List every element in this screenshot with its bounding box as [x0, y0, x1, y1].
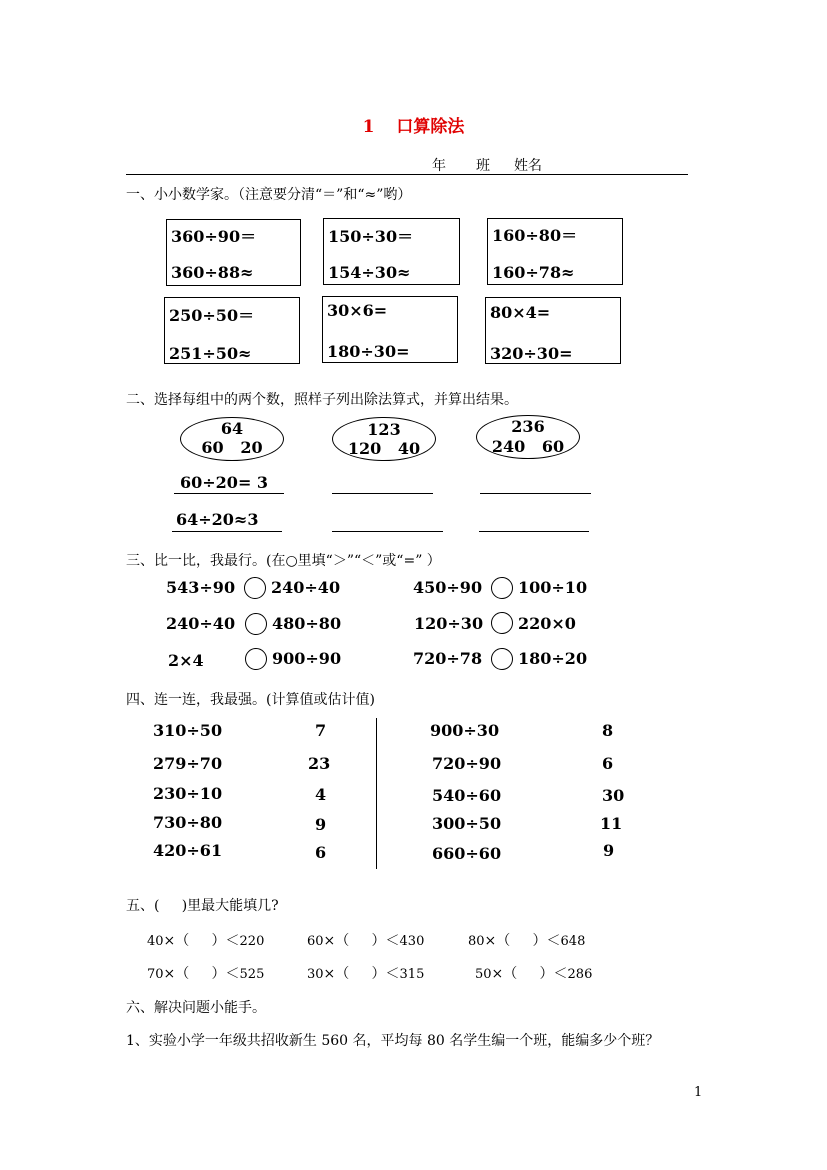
s5-item-4-times: ×（ ）＜: [163, 966, 240, 982]
s1-box-6-eq: 80×4=: [490, 303, 551, 322]
class-blank[interactable]: [448, 158, 476, 175]
s4-right-expr-2[interactable]: 720÷90: [432, 754, 502, 773]
s6-question-1: 1、实验小学一年级共招收新生 560 名，平均每 80 名学生编一个班，能编多少个班？: [126, 1033, 660, 1049]
s4-right-expr-5[interactable]: 660÷60: [432, 844, 502, 863]
s5-item-4[interactable]: [147, 963, 264, 983]
s2-group-3: [476, 415, 580, 459]
year-label: 年: [432, 158, 446, 174]
s2-answer-line-6[interactable]: [479, 531, 589, 532]
s5-item-3-limit: 648: [560, 934, 586, 949]
s3-r1-left1: 543÷90: [166, 578, 236, 597]
s5-item-5-times: ×（ ）＜: [323, 966, 400, 982]
s4-left-value-4[interactable]: 9: [315, 815, 327, 834]
s4-divider: [376, 718, 377, 869]
class-label: 班: [476, 158, 490, 174]
s5-item-2[interactable]: [307, 930, 424, 950]
section3-heading: 三、比一比，我最行。(在○里填“＞”“＜”或“=” ）: [126, 553, 441, 569]
s5-item-1[interactable]: [147, 930, 264, 950]
s1-box-2: [323, 218, 460, 285]
s3-r3-left2: 720÷78: [413, 649, 483, 668]
s3-r2-circle2[interactable]: [491, 612, 513, 634]
s3-r2-right1: 480÷80: [272, 614, 342, 633]
s4-right-value-1[interactable]: 8: [602, 721, 614, 740]
s5-item-4-multiplier: 70: [147, 967, 164, 982]
s3-r3-circle2[interactable]: [491, 648, 513, 670]
s5-item-5-limit: 315: [399, 967, 425, 982]
s2-example-2: 64÷20≈3: [176, 510, 259, 529]
s5-item-3[interactable]: [468, 930, 585, 950]
s2-group-1: [180, 417, 284, 461]
page-number: 1: [694, 1085, 703, 1100]
s3-r3-circle1[interactable]: [245, 648, 267, 670]
s2-example-1: 60÷20= 3: [180, 473, 269, 492]
s5-item-2-multiplier: 60: [307, 934, 324, 949]
s2-group-1-top: 64: [220, 419, 244, 438]
s1-box-6: [485, 297, 621, 364]
section5-heading: 五、( )里最大能填几?: [126, 898, 279, 914]
s5-item-4-limit: 525: [239, 967, 265, 982]
s1-box-5-eq: 30×6=: [327, 301, 388, 320]
s4-left-expr-3[interactable]: 230÷10: [153, 784, 223, 803]
s5-item-3-multiplier: 80: [468, 934, 485, 949]
s2-answer-line-3[interactable]: [480, 493, 591, 494]
s1-box-3: [487, 218, 623, 285]
s5-item-1-times: ×（ ）＜: [163, 933, 240, 949]
s3-r2-left2: 120÷30: [414, 614, 484, 633]
s5-item-6-multiplier: 50: [475, 967, 492, 982]
s4-right-value-4[interactable]: 11: [600, 814, 623, 833]
s4-right-value-5[interactable]: 9: [603, 841, 615, 860]
s2-line-4: [172, 531, 282, 532]
s2-group-2-bottom: 120 40: [347, 439, 421, 458]
s1-box-4: [164, 297, 300, 364]
s4-right-expr-3[interactable]: 540÷60: [432, 786, 502, 805]
s4-left-expr-4[interactable]: 730÷80: [153, 813, 223, 832]
s4-left-value-2[interactable]: 23: [308, 754, 331, 773]
section2-heading: 二、选择每组中的两个数，照样子列出除法算式，并算出结果。: [126, 392, 518, 408]
s1-box-5: [322, 296, 458, 363]
s2-group-1-bottom: 60 20: [201, 438, 263, 457]
name-blank[interactable]: [542, 158, 610, 175]
s1-box-1-approx: 360÷88≈: [171, 263, 254, 282]
page-title: [0, 112, 827, 137]
s1-box-6-approx: 320÷30=: [490, 344, 573, 363]
s1-box-3-approx: 160÷78≈: [492, 263, 575, 282]
s5-item-6[interactable]: [475, 963, 592, 983]
section1-heading: 一、小小数学家。（注意要分清“＝”和“≈”哟）: [126, 187, 412, 203]
s3-r2-circle1[interactable]: [245, 613, 267, 635]
year-blank[interactable]: [398, 158, 432, 175]
s1-box-4-eq: 250÷50＝: [169, 306, 255, 325]
s5-item-1-limit: 220: [239, 934, 265, 949]
s4-left-value-1[interactable]: 7: [315, 721, 327, 740]
s3-r1-left2: 450÷90: [413, 578, 483, 597]
s3-r2-left1: 240÷40: [166, 614, 236, 633]
s5-item-6-times: ×（ ）＜: [491, 966, 568, 982]
section4-heading: 四、连一连，我最强。(计算值或估计值): [126, 692, 375, 708]
s2-group-2-top: 123: [367, 420, 401, 439]
s3-r3-right1: 900÷90: [272, 649, 342, 668]
s5-item-2-limit: 430: [399, 934, 425, 949]
s1-box-4-approx: 251÷50≈: [169, 344, 252, 363]
s1-box-3-eq: 160÷80＝: [492, 226, 578, 245]
s5-item-6-limit: 286: [567, 967, 593, 982]
s5-item-5-multiplier: 30: [307, 967, 324, 982]
s1-box-2-eq: 150÷30＝: [328, 227, 414, 246]
name-label: 姓名: [514, 158, 542, 174]
s4-left-expr-2[interactable]: 279÷70: [153, 754, 223, 773]
s2-group-3-top: 236: [511, 417, 545, 436]
s2-answer-line-2[interactable]: [332, 493, 433, 494]
s4-right-expr-4[interactable]: 300÷50: [432, 814, 502, 833]
s1-box-1-eq: 360÷90＝: [171, 227, 257, 246]
s2-answer-line-5[interactable]: [332, 531, 443, 532]
title-number: 1: [362, 117, 375, 137]
header-rule: [126, 174, 688, 175]
s4-right-value-2[interactable]: 6: [602, 754, 614, 773]
section6-heading: 六、解决问题小能手。: [126, 1000, 266, 1016]
s5-item-1-multiplier: 40: [147, 934, 164, 949]
s1-box-5-approx: 180÷30=: [327, 342, 410, 361]
s3-r1-circle1[interactable]: [244, 577, 266, 599]
s4-left-value-5[interactable]: 6: [315, 843, 327, 862]
s5-item-5[interactable]: [307, 963, 424, 983]
s1-box-2-approx: 154÷30≈: [328, 263, 411, 282]
s2-group-2: [332, 417, 436, 461]
s4-left-expr-5[interactable]: 420÷61: [153, 841, 223, 860]
s3-r1-right2: 100÷10: [518, 578, 588, 597]
s1-box-1: [166, 219, 301, 286]
s5-item-2-times: ×（ ）＜: [323, 933, 400, 949]
s3-r3-left1: 2×4: [168, 651, 204, 670]
class-info: [398, 155, 610, 175]
title-text: 口算除法: [396, 117, 465, 137]
s3-r2-right2: 220×0: [518, 614, 576, 633]
s5-item-3-times: ×（ ）＜: [484, 933, 561, 949]
s4-right-expr-1[interactable]: 900÷30: [430, 721, 500, 740]
s4-left-expr-1[interactable]: 310÷50: [153, 721, 223, 740]
s2-line-1: [174, 493, 284, 494]
s3-r3-right2: 180÷20: [518, 649, 588, 668]
s4-right-value-3[interactable]: 30: [602, 786, 625, 805]
s2-group-3-bottom: 240 60: [491, 437, 565, 456]
s4-left-value-3[interactable]: 4: [315, 785, 327, 804]
s3-r1-right1: 240÷40: [271, 578, 341, 597]
s3-r1-circle2[interactable]: [491, 577, 513, 599]
